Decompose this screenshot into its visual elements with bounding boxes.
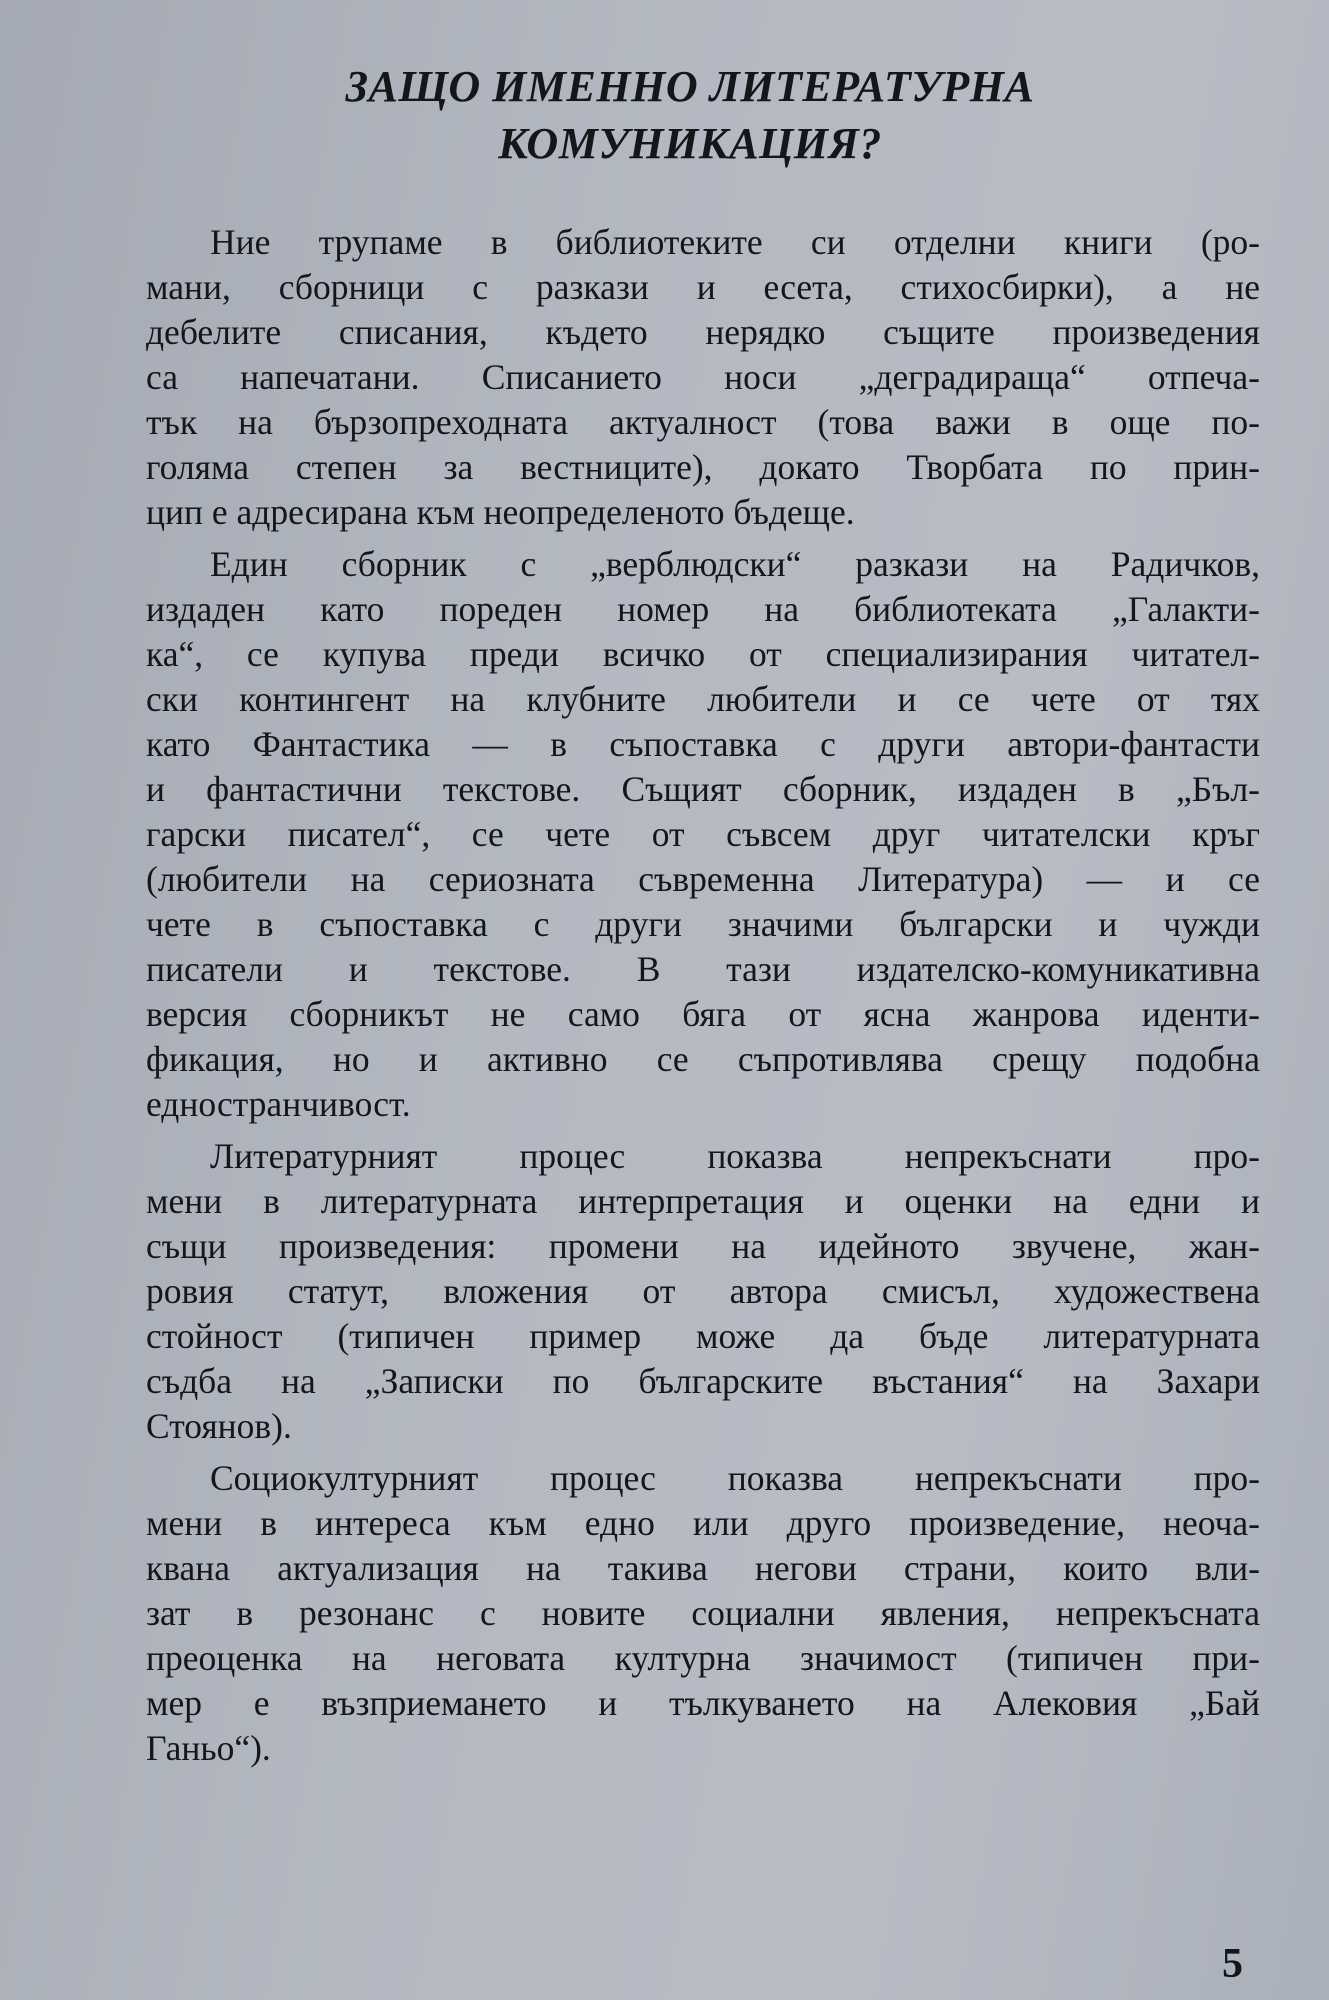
text-line: съдба на „Записки по българските въстания“ на Захари xyxy=(146,1361,1260,1401)
text-line: ски контингент на клубните любители и се чете от тях xyxy=(146,679,1260,719)
text-line: писатели и текстове. В тази издателско-комуникативна xyxy=(146,949,1260,989)
text-line: Един сборник с „верблюдски“ разкази на Радичков, xyxy=(210,544,1260,584)
text-line: тък на бързопреходната актуалност (това важи в още по- xyxy=(146,402,1260,442)
text-line: ка“, се купува преди всичко от специализирания читател- xyxy=(146,634,1260,674)
text-line: квана актуализация на такива негови страни, които вли- xyxy=(146,1548,1260,1588)
body-text xyxy=(146,220,1260,1778)
text-line: и фантастични текстове. Същият сборник, издаден в „Бъл- xyxy=(146,769,1260,809)
text-line: едностранчивост. xyxy=(146,1084,411,1124)
paragraph xyxy=(146,1456,1260,1771)
text-line: дебелите списания, където нерядко същите произведения xyxy=(146,312,1260,352)
paragraph xyxy=(146,1134,1260,1449)
text-line: същи произведения: промени на идейното звучене, жан- xyxy=(146,1226,1260,1266)
text-line: са напечатани. Списанието носи „деградираща“ отпеча- xyxy=(146,357,1260,397)
page-number: 5 xyxy=(1222,1941,1243,1987)
text-line: мени в литературната интерпретация и оценки на едни и xyxy=(146,1181,1260,1221)
text-line: гарски писател“, се чете от съвсем друг читателски кръг xyxy=(146,814,1260,854)
text-line: мер е възприемането и тълкуването на Алековия „Бай xyxy=(146,1683,1260,1723)
text-line: чете в съпоставка с други значими български и чужди xyxy=(146,904,1260,944)
text-line: издаден като пореден номер на библиотеката „Галакти- xyxy=(146,589,1260,629)
text-line: версия сборникът не само бяга от ясна жанрова иденти- xyxy=(146,994,1260,1034)
text-line: Социокултурният процес показва непрекъснати про- xyxy=(210,1458,1260,1498)
paragraph xyxy=(146,542,1260,1127)
text-line: стойност (типичен пример може да бъде литературната xyxy=(146,1316,1260,1356)
text-line: Стоянов). xyxy=(146,1406,292,1446)
text-line: голяма степен за вестниците), докато Творбата по прин- xyxy=(146,447,1260,487)
text-line: ровия статут, вложения от автора смисъл, художествена xyxy=(146,1271,1260,1311)
text-line: мани, сборници с разкази и есета, стихосбирки), а не xyxy=(146,267,1260,307)
text-line: преоценка на неговата културна значимост (типичен при- xyxy=(146,1638,1260,1678)
text-line: Ганьо“). xyxy=(146,1728,271,1768)
text-line: Ние трупаме в библиотеките си отделни книги (ро- xyxy=(210,222,1260,262)
chapter-title-line-2: КОМУНИКАЦИЯ? xyxy=(498,119,882,168)
text-line: Литературният процес показва непрекъснати про- xyxy=(210,1136,1260,1176)
chapter-title-line-1: ЗАЩО ИМЕННО ЛИТЕРАТУРНА xyxy=(345,62,1035,111)
text-line: цип е адресирана към неопределеното бъдеще. xyxy=(146,492,855,532)
text-line: зат в резонанс с новите социални явления, непрекъсната xyxy=(146,1593,1260,1633)
text-line: фикация, но и активно се съпротивлява срещу подобна xyxy=(146,1039,1260,1079)
text-line: като Фантастика — в съпоставка с други автори-фантасти xyxy=(146,724,1260,764)
paragraph xyxy=(146,220,1260,535)
text-line: (любители на сериозната съвременна Литература) — и се xyxy=(146,859,1260,899)
chapter-title xyxy=(190,58,1190,172)
text-line: мени в интереса към едно или друго произведение, неоча- xyxy=(146,1503,1260,1543)
